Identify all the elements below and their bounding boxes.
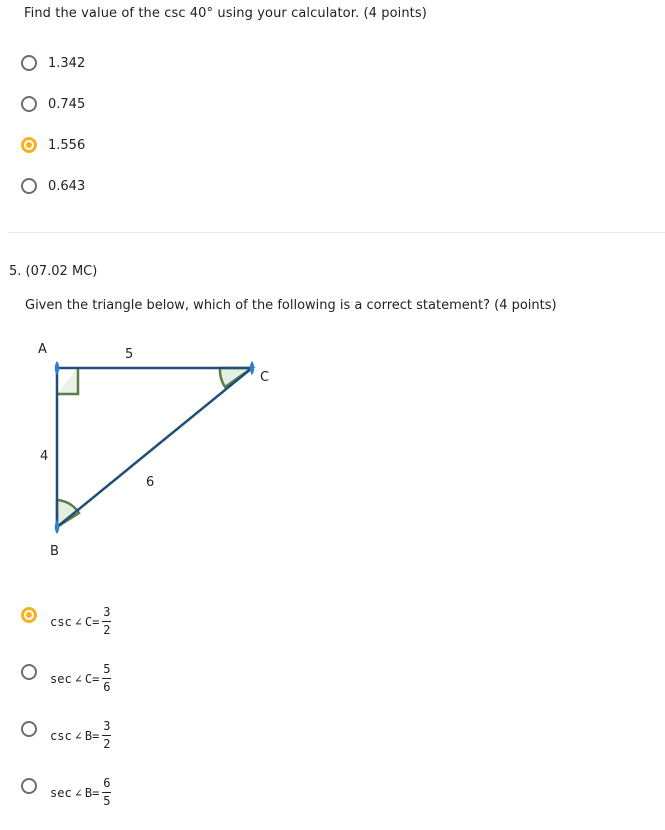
option-label-3: 1.556 bbox=[48, 138, 86, 153]
angle-vertex: C bbox=[84, 671, 93, 686]
angle-vertex: B bbox=[84, 785, 93, 800]
denominator: 5 bbox=[103, 794, 111, 808]
angle-symbol: ∠ bbox=[74, 671, 82, 686]
fraction-bar bbox=[102, 678, 111, 679]
denominator: 6 bbox=[103, 680, 111, 694]
option-label-2: 0.745 bbox=[48, 97, 86, 112]
equals-sign: = bbox=[92, 614, 100, 629]
angle-symbol: ∠ bbox=[74, 614, 82, 629]
side-label-bc: 6 bbox=[146, 475, 155, 490]
point-a bbox=[55, 361, 60, 375]
answer-radio-3[interactable] bbox=[21, 721, 37, 737]
fraction bbox=[102, 777, 111, 808]
side-bc bbox=[57, 368, 252, 527]
equals-sign: = bbox=[92, 785, 100, 800]
numerator: 3 bbox=[103, 605, 111, 619]
option-label-4: 0.643 bbox=[48, 179, 86, 194]
vertex-label-c: C bbox=[260, 370, 270, 385]
equals-sign: = bbox=[92, 728, 100, 743]
side-label-ac: 5 bbox=[125, 347, 134, 362]
angle-symbol: ∠ bbox=[74, 728, 82, 743]
answer-expression-2 bbox=[50, 663, 111, 694]
option-radio-3[interactable] bbox=[21, 137, 37, 153]
fraction bbox=[102, 606, 111, 637]
trig-function: sec bbox=[50, 671, 72, 686]
question-number: 5. (07.02 MC) bbox=[9, 264, 98, 279]
numerator: 3 bbox=[103, 719, 111, 733]
answer-radio-1[interactable] bbox=[21, 607, 37, 623]
answer-radio-4[interactable] bbox=[21, 778, 37, 794]
equals-sign: = bbox=[92, 671, 100, 686]
denominator: 2 bbox=[103, 623, 111, 637]
fraction-bar bbox=[102, 735, 111, 736]
right-angle-marker bbox=[57, 367, 78, 394]
answer-expression-1 bbox=[50, 606, 111, 637]
question-divider bbox=[8, 232, 665, 233]
side-label-ab: 4 bbox=[40, 449, 49, 464]
vertex-label-b: B bbox=[50, 544, 59, 559]
option-radio-2[interactable] bbox=[21, 96, 37, 112]
fraction-bar bbox=[102, 792, 111, 793]
answer-expression-4 bbox=[50, 777, 111, 808]
option-radio-1[interactable] bbox=[21, 55, 37, 71]
fraction bbox=[102, 663, 111, 694]
vertex-label-a: A bbox=[38, 342, 47, 357]
trig-function: csc bbox=[50, 614, 72, 629]
option-radio-4[interactable] bbox=[21, 178, 37, 194]
answer-radio-2[interactable] bbox=[21, 664, 37, 680]
fraction bbox=[102, 720, 111, 751]
fraction-bar bbox=[102, 621, 111, 622]
numerator: 5 bbox=[103, 662, 111, 676]
angle-vertex: C bbox=[84, 614, 93, 629]
denominator: 2 bbox=[103, 737, 111, 751]
point-c bbox=[250, 361, 255, 375]
answer-expression-3 bbox=[50, 720, 111, 751]
numerator: 6 bbox=[103, 776, 111, 790]
question-prompt-2: Given the triangle below, which of the following is a correct statement? (4 points) bbox=[25, 298, 557, 313]
option-label-1: 1.342 bbox=[48, 56, 86, 71]
angle-vertex: B bbox=[84, 728, 93, 743]
trig-function: sec bbox=[50, 785, 72, 800]
trig-function: csc bbox=[50, 728, 72, 743]
angle-symbol: ∠ bbox=[74, 785, 82, 800]
question-prompt: Find the value of the csc 40° using your calculator. (4 points) bbox=[24, 6, 427, 21]
